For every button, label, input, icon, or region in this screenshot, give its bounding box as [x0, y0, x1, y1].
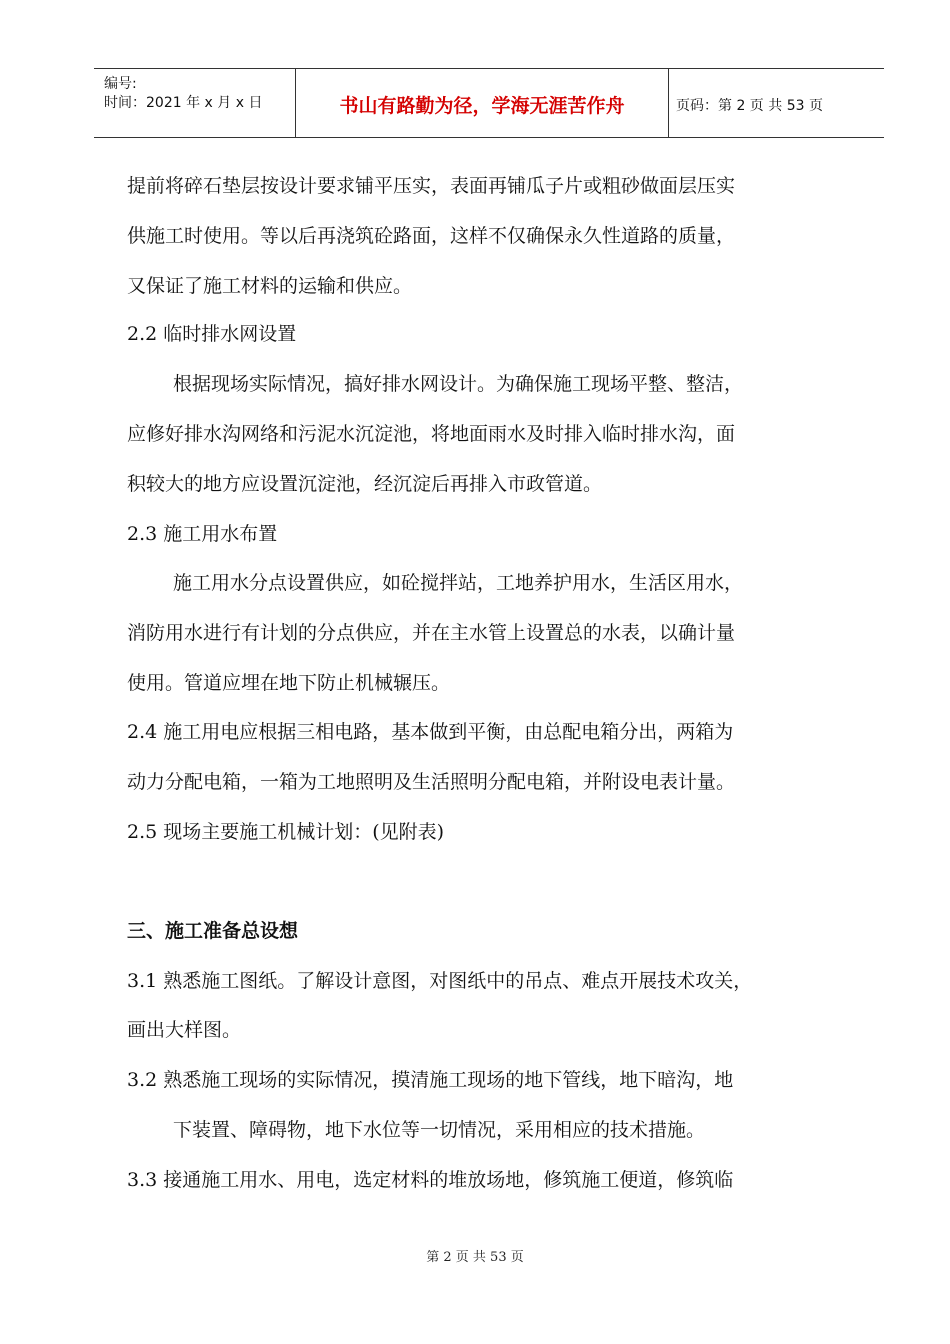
code-label: 编号:	[104, 76, 137, 92]
body-line: 3.3 接通施工用水、用电，选定材料的堆放场地，修筑施工便道，修筑临	[127, 1169, 734, 1191]
body-line: 应修好排水沟网络和污泥水沉淀池，将地面雨水及时排入临时排水沟，面	[127, 423, 736, 445]
header-motto-cell	[295, 69, 669, 137]
page-footer: 第 2 页 共 53 页	[426, 1250, 524, 1265]
section-heading: 2.5 现场主要施工机械计划：(见附表)	[127, 821, 445, 843]
document-header	[94, 68, 884, 138]
chapter-heading: 三、施工准备总设想	[127, 920, 299, 942]
time-label: 时间：2021 年 x 月 x 日	[104, 95, 263, 111]
body-line: 根据现场实际情况，搞好排水网设计。为确保施工现场平整、整洁，	[173, 373, 744, 395]
body-line: 消防用水进行有计划的分点供应，并在主水管上设置总的水表，以确计量	[127, 622, 736, 644]
body-line: 3.2 熟悉施工现场的实际情况，摸清施工现场的地下管线，地下暗沟，地	[127, 1069, 734, 1091]
body-line: 3.1 熟悉施工图纸。了解设计意图，对图纸中的吊点、难点开展技术攻关，	[127, 970, 753, 992]
body-line: 下装置、障碍物，地下水位等一切情况，采用相应的技术措施。	[173, 1119, 706, 1141]
body-line: 画出大样图。	[127, 1019, 242, 1041]
header-page-cell	[668, 69, 884, 137]
page-label: 页码：第 2 页 共 53 页	[676, 98, 823, 114]
body-line: 又保证了施工材料的运输和供应。	[127, 275, 413, 297]
header-meta-cell	[94, 69, 294, 137]
body-line: 供施工时使用。等以后再浇筑砼路面，这样不仅确保永久性道路的质量，	[127, 225, 736, 247]
body-line: 提前将碎石垫层按设计要求铺平压实，表面再铺瓜子片或粗砂做面层压实	[127, 175, 736, 197]
body-line: 使用。管道应埋在地下防止机械辗压。	[127, 672, 451, 694]
body-line: 积较大的地方应设置沉淀池，经沉淀后再排入市政管道。	[127, 473, 603, 495]
body-line: 施工用水分点设置供应，如砼搅拌站，工地养护用水，生活区用水，	[173, 572, 744, 594]
body-line: 2.4 施工用电应根据三相电路，基本做到平衡，由总配电箱分出，两箱为	[127, 721, 734, 743]
section-heading: 2.3 施工用水布置	[127, 523, 278, 545]
section-heading: 2.2 临时排水网设置	[127, 323, 297, 345]
motto: 书山有路勤为径，学海无涯苦作舟	[339, 95, 625, 117]
body-line: 动力分配电箱，一箱为工地照明及生活照明分配电箱，并附设电表计量。	[127, 771, 736, 793]
